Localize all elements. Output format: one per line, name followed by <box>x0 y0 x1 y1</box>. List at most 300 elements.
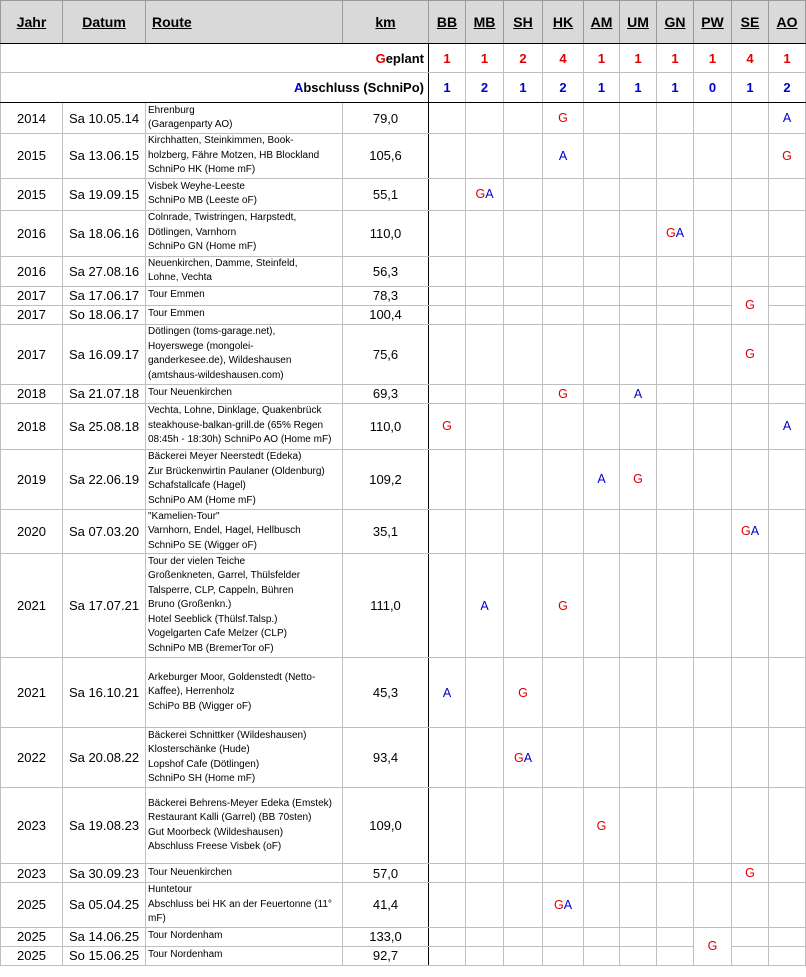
abschluss-count: 1 <box>657 73 694 103</box>
datum-cell: Sa 16.10.21 <box>63 658 146 728</box>
jahr-cell: 2021 <box>1 554 63 658</box>
col-header-member[interactable]: BB <box>429 1 466 44</box>
mark-cell-pw <box>694 864 732 883</box>
jahr-cell: 2018 <box>1 403 63 449</box>
datum-cell: Sa 05.04.25 <box>63 883 146 928</box>
table-row[interactable] <box>1 788 806 864</box>
route-cell: Tour Neuenkirchen <box>146 384 343 403</box>
km-cell: 55,1 <box>343 178 429 210</box>
mark-cell-mb <box>466 927 504 946</box>
table-row[interactable] <box>1 286 806 305</box>
col-header-member[interactable]: PW <box>694 1 732 44</box>
col-header-km[interactable]: km <box>343 1 429 44</box>
datum-cell: Sa 18.06.16 <box>63 210 146 256</box>
datum-cell: Sa 25.08.18 <box>63 403 146 449</box>
mark-cell-se <box>732 134 769 179</box>
datum-cell: So 18.06.17 <box>63 305 146 324</box>
datum-cell: Sa 13.06.15 <box>63 134 146 179</box>
mark-cell-am: A <box>584 449 620 509</box>
mark-cell-am <box>584 178 620 210</box>
mark-cell-mb <box>466 210 504 256</box>
mark-cell-se <box>732 210 769 256</box>
mark-cell-am <box>584 509 620 554</box>
col-header-route[interactable]: Route <box>146 1 343 44</box>
mark-cell-um: G <box>620 449 657 509</box>
mark-cell-bb <box>429 554 466 658</box>
mark-cell-gn <box>657 384 694 403</box>
mark-cell-ao <box>769 788 806 864</box>
mark-cell-um <box>620 403 657 449</box>
mark-cell-sh <box>504 554 543 658</box>
mark-cell-hk <box>543 403 584 449</box>
mark-cell-pw <box>694 324 732 384</box>
jahr-cell: 2018 <box>1 384 63 403</box>
km-cell: 109,2 <box>343 449 429 509</box>
datum-cell: Sa 30.09.23 <box>63 864 146 883</box>
mark-cell-um: A <box>620 384 657 403</box>
table-row[interactable] <box>1 103 806 134</box>
km-cell: 111,0 <box>343 554 429 658</box>
mark-cell-mb <box>466 384 504 403</box>
mark-cell-um <box>620 210 657 256</box>
mark-cell-bb <box>429 788 466 864</box>
mark-cell-am <box>584 134 620 179</box>
datum-cell: Sa 19.09.15 <box>63 178 146 210</box>
mark-cell-um <box>620 103 657 134</box>
km-cell: 75,6 <box>343 324 429 384</box>
mark-cell-se: GA <box>732 509 769 554</box>
km-cell: 78,3 <box>343 286 429 305</box>
mark-cell-pw <box>694 286 732 305</box>
mark-cell-pw <box>694 788 732 864</box>
mark-cell-sh <box>504 210 543 256</box>
table-row[interactable] <box>1 403 806 449</box>
mark-cell-se: G <box>732 286 769 324</box>
mark-cell-sh <box>504 305 543 324</box>
km-cell: 105,6 <box>343 134 429 179</box>
mark-cell-sh <box>504 883 543 928</box>
mark-cell-gn <box>657 256 694 286</box>
mark-cell-hk: GA <box>543 883 584 928</box>
mark-cell-pw <box>694 728 732 788</box>
mark-cell-bb <box>429 864 466 883</box>
table-row[interactable] <box>1 305 806 324</box>
mark-cell-se <box>732 554 769 658</box>
mark-cell-am <box>584 864 620 883</box>
mark-cell-bb <box>429 305 466 324</box>
route-cell: Tour Emmen <box>146 286 343 305</box>
mark-cell-hk <box>543 788 584 864</box>
mark-cell-pw: G <box>694 927 732 965</box>
datum-cell: Sa 17.07.21 <box>63 554 146 658</box>
route-cell: Visbek Weyhe-Leeste SchniPo MB (Leeste oF) <box>146 178 343 210</box>
mark-cell-mb <box>466 403 504 449</box>
jahr-cell: 2025 <box>1 883 63 928</box>
mark-cell-ao <box>769 384 806 403</box>
mark-cell-am <box>584 210 620 256</box>
mark-cell-um <box>620 946 657 965</box>
jahr-cell: 2017 <box>1 305 63 324</box>
mark-cell-um <box>620 788 657 864</box>
col-header-member[interactable]: AM <box>584 1 620 44</box>
abschluss-count: 2 <box>466 73 504 103</box>
geplant-count: 2 <box>504 44 543 73</box>
mark-cell-bb: G <box>429 403 466 449</box>
mark-cell-am <box>584 103 620 134</box>
mark-cell-am <box>584 554 620 658</box>
datum-cell: So 15.06.25 <box>63 946 146 965</box>
mark-cell-hk <box>543 509 584 554</box>
mark-cell-se <box>732 384 769 403</box>
mark-cell-sh <box>504 927 543 946</box>
mark-cell-bb: A <box>429 658 466 728</box>
mark-cell-sh <box>504 403 543 449</box>
km-cell: 45,3 <box>343 658 429 728</box>
mark-cell-hk: G <box>543 103 584 134</box>
mark-cell-gn <box>657 178 694 210</box>
mark-cell-sh <box>504 788 543 864</box>
mark-cell-bb <box>429 946 466 965</box>
mark-cell-hk <box>543 728 584 788</box>
mark-cell-um <box>620 256 657 286</box>
mark-cell-mb <box>466 449 504 509</box>
jahr-cell: 2016 <box>1 210 63 256</box>
mark-cell-gn <box>657 103 694 134</box>
km-cell: 69,3 <box>343 384 429 403</box>
mark-cell-mb <box>466 864 504 883</box>
mark-cell-mb <box>466 324 504 384</box>
mark-cell-um <box>620 554 657 658</box>
mark-cell-bb <box>429 927 466 946</box>
mark-cell-bb <box>429 728 466 788</box>
geplant-label: Geplant <box>1 44 429 73</box>
route-cell: Arkeburger Moor, Goldenstedt (Netto- Kaffee), Herrenholz SchiPo BB (Wigger oF) <box>146 658 343 728</box>
table-row[interactable] <box>1 946 806 965</box>
km-cell: 79,0 <box>343 103 429 134</box>
mark-cell-ao <box>769 256 806 286</box>
mark-cell-um <box>620 178 657 210</box>
route-cell: Ehrenburg (Garagenparty AO) <box>146 103 343 134</box>
mark-cell-sh <box>504 946 543 965</box>
mark-cell-ao <box>769 210 806 256</box>
col-header-datum[interactable]: Datum <box>63 1 146 44</box>
mark-cell-gn <box>657 305 694 324</box>
mark-cell-hk <box>543 178 584 210</box>
mark-cell-gn <box>657 728 694 788</box>
mark-cell-bb <box>429 384 466 403</box>
mark-cell-se <box>732 658 769 728</box>
mark-cell-se <box>732 256 769 286</box>
km-cell: 93,4 <box>343 728 429 788</box>
mark-cell-pw <box>694 210 732 256</box>
geplant-count: 1 <box>657 44 694 73</box>
datum-cell: Sa 14.06.25 <box>63 927 146 946</box>
mark-cell-se: G <box>732 864 769 883</box>
geplant-row <box>1 44 806 73</box>
header-row <box>1 1 806 44</box>
route-cell: Tour Emmen <box>146 305 343 324</box>
jahr-cell: 2017 <box>1 324 63 384</box>
mark-cell-se <box>732 449 769 509</box>
mark-cell-hk <box>543 210 584 256</box>
mark-cell-bb <box>429 883 466 928</box>
col-header-member[interactable]: SE <box>732 1 769 44</box>
col-header-jahr[interactable]: Jahr <box>1 1 63 44</box>
mark-cell-pw <box>694 403 732 449</box>
datum-cell: Sa 16.09.17 <box>63 324 146 384</box>
mark-cell-se <box>732 946 769 965</box>
mark-cell-pw <box>694 178 732 210</box>
jahr-cell: 2017 <box>1 286 63 305</box>
km-cell: 92,7 <box>343 946 429 965</box>
km-cell: 35,1 <box>343 509 429 554</box>
mark-cell-sh: GA <box>504 728 543 788</box>
mark-cell-pw <box>694 883 732 928</box>
mark-cell-am <box>584 286 620 305</box>
mark-cell-bb <box>429 509 466 554</box>
mark-cell-ao <box>769 864 806 883</box>
mark-cell-pw <box>694 509 732 554</box>
route-cell: Bäckerei Behrens-Meyer Edeka (Emstek) Restaurant Kalli (Garrel) (BB 70sten) Gut Moorbeck (Wildeshausen) Abschluss Freese Visbek (oF) <box>146 788 343 864</box>
mark-cell-se <box>732 927 769 946</box>
col-header-member[interactable]: HK <box>543 1 584 44</box>
col-header-member[interactable]: UM <box>620 1 657 44</box>
mark-cell-gn <box>657 449 694 509</box>
mark-cell-mb <box>466 728 504 788</box>
mark-cell-mb <box>466 286 504 305</box>
mark-cell-sh <box>504 134 543 179</box>
km-cell: 100,4 <box>343 305 429 324</box>
mark-cell-um <box>620 883 657 928</box>
mark-cell-gn <box>657 403 694 449</box>
table-row[interactable] <box>1 256 806 286</box>
mark-cell-am <box>584 324 620 384</box>
abschluss-label: Abschluss (SchniPo) <box>1 73 429 103</box>
datum-cell: Sa 17.06.17 <box>63 286 146 305</box>
jahr-cell: 2014 <box>1 103 63 134</box>
mark-cell-ao: A <box>769 403 806 449</box>
mark-cell-ao <box>769 449 806 509</box>
mark-cell-bb <box>429 178 466 210</box>
mark-cell-mb <box>466 883 504 928</box>
mark-cell-hk <box>543 449 584 509</box>
col-header-member[interactable]: SH <box>504 1 543 44</box>
abschluss-count: 1 <box>732 73 769 103</box>
table-row[interactable] <box>1 658 806 728</box>
datum-cell: Sa 10.05.14 <box>63 103 146 134</box>
datum-cell: Sa 27.08.16 <box>63 256 146 286</box>
route-cell: Kirchhatten, Steinkimmen, Book- holzberg, Fähre Motzen, HB Blockland SchniPo HK (Home mF) <box>146 134 343 179</box>
mark-cell-hk <box>543 286 584 305</box>
datum-cell: Sa 21.07.18 <box>63 384 146 403</box>
jahr-cell: 2019 <box>1 449 63 509</box>
mark-cell-gn <box>657 927 694 946</box>
km-cell: 133,0 <box>343 927 429 946</box>
mark-cell-um <box>620 509 657 554</box>
route-cell: Tour der vielen Teiche Großenkneten, Garrel, Thülsfelder Talsperre, CLP, Cappeln, Bühren Bruno (Großenkn.) Hotel Seeblick (Thülsf.Talsp.) Vogelgarten Cafe Melzer (CLP) SchniPo MB (BremerTor oF) <box>146 554 343 658</box>
mark-cell-sh <box>504 286 543 305</box>
mark-cell-se <box>732 788 769 864</box>
mark-cell-se <box>732 728 769 788</box>
col-header-member[interactable]: MB <box>466 1 504 44</box>
mark-cell-pw <box>694 449 732 509</box>
mark-cell-pw <box>694 134 732 179</box>
datum-cell: Sa 20.08.22 <box>63 728 146 788</box>
geplant-count: 1 <box>769 44 806 73</box>
route-cell: "Kamelien-Tour" Varnhorn, Endel, Hagel, Hellbusch SchniPo SE (Wigger oF) <box>146 509 343 554</box>
km-cell: 109,0 <box>343 788 429 864</box>
mark-cell-mb <box>466 509 504 554</box>
mark-cell-um <box>620 864 657 883</box>
mark-cell-gn <box>657 864 694 883</box>
route-cell: Bäckerei Meyer Neerstedt (Edeka) Zur Brückenwirtin Paulaner (Oldenburg) Schafstallcafe (Hagel) SchniPo AM (Home mF) <box>146 449 343 509</box>
mark-cell-ao: G <box>769 134 806 179</box>
jahr-cell: 2025 <box>1 946 63 965</box>
mark-cell-hk: G <box>543 554 584 658</box>
mark-cell-um <box>620 305 657 324</box>
mark-cell-se <box>732 103 769 134</box>
datum-cell: Sa 22.06.19 <box>63 449 146 509</box>
mark-cell-sh <box>504 449 543 509</box>
abschluss-count: 1 <box>504 73 543 103</box>
mark-cell-ao <box>769 305 806 324</box>
mark-cell-mb <box>466 305 504 324</box>
km-cell: 56,3 <box>343 256 429 286</box>
mark-cell-mb <box>466 256 504 286</box>
mark-cell-hk <box>543 946 584 965</box>
mark-cell-am <box>584 256 620 286</box>
table-row[interactable] <box>1 449 806 509</box>
mark-cell-sh: G <box>504 658 543 728</box>
table-row[interactable] <box>1 384 806 403</box>
geplant-count: 1 <box>620 44 657 73</box>
mark-cell-mb: GA <box>466 178 504 210</box>
mark-cell-bb <box>429 103 466 134</box>
mark-cell-sh <box>504 103 543 134</box>
mark-cell-gn <box>657 788 694 864</box>
mark-cell-am <box>584 305 620 324</box>
datum-cell: Sa 19.08.23 <box>63 788 146 864</box>
route-cell: Bäckerei Schnittker (Wildeshausen) Klosterschänke (Hude) Lopshof Cafe (Dötlingen) SchniPo SH (Home mF) <box>146 728 343 788</box>
km-cell: 41,4 <box>343 883 429 928</box>
mark-cell-am: G <box>584 788 620 864</box>
mark-cell-mb <box>466 658 504 728</box>
mark-cell-sh <box>504 864 543 883</box>
col-header-member[interactable]: GN <box>657 1 694 44</box>
mark-cell-ao <box>769 927 806 946</box>
table-row[interactable] <box>1 554 806 658</box>
col-header-member[interactable]: AO <box>769 1 806 44</box>
mark-cell-gn <box>657 658 694 728</box>
table-row[interactable] <box>1 134 806 179</box>
mark-cell-hk <box>543 324 584 384</box>
jahr-cell: 2023 <box>1 788 63 864</box>
geplant-count: 1 <box>429 44 466 73</box>
mark-cell-hk <box>543 256 584 286</box>
route-cell: Tour Neuenkirchen <box>146 864 343 883</box>
mark-cell-pw <box>694 554 732 658</box>
mark-cell-mb <box>466 134 504 179</box>
mark-cell-ao <box>769 324 806 384</box>
route-cell: Huntetour Abschluss bei HK an der Feuertonne (11° mF) <box>146 883 343 928</box>
mark-cell-um <box>620 324 657 384</box>
mark-cell-gn <box>657 324 694 384</box>
route-cell: Neuenkirchen, Damme, Steinfeld, Lohne, Vechta <box>146 256 343 286</box>
mark-cell-sh <box>504 324 543 384</box>
mark-cell-am <box>584 946 620 965</box>
mark-cell-gn <box>657 883 694 928</box>
mark-cell-sh <box>504 178 543 210</box>
jahr-cell: 2016 <box>1 256 63 286</box>
abschluss-count: 0 <box>694 73 732 103</box>
table-row[interactable] <box>1 728 806 788</box>
table-row[interactable] <box>1 324 806 384</box>
table-row[interactable] <box>1 210 806 256</box>
abschluss-row <box>1 73 806 103</box>
mark-cell-gn <box>657 554 694 658</box>
mark-cell-gn <box>657 509 694 554</box>
route-cell: Colnrade, Twistringen, Harpstedt, Dötlingen, Varnhorn SchniPo GN (Home mF) <box>146 210 343 256</box>
mark-cell-hk <box>543 658 584 728</box>
geplant-count: 4 <box>732 44 769 73</box>
jahr-cell: 2022 <box>1 728 63 788</box>
geplant-count: 1 <box>694 44 732 73</box>
mark-cell-um <box>620 134 657 179</box>
mark-cell-hk: A <box>543 134 584 179</box>
mark-cell-gn: GA <box>657 210 694 256</box>
mark-cell-mb <box>466 946 504 965</box>
mark-cell-pw <box>694 103 732 134</box>
mark-cell-mb: A <box>466 554 504 658</box>
mark-cell-bb <box>429 286 466 305</box>
mark-cell-am <box>584 728 620 788</box>
mark-cell-bb <box>429 210 466 256</box>
mark-cell-ao <box>769 286 806 305</box>
mark-cell-hk <box>543 305 584 324</box>
geplant-count: 4 <box>543 44 584 73</box>
table-row[interactable] <box>1 927 806 946</box>
mark-cell-se <box>732 403 769 449</box>
mark-cell-se <box>732 178 769 210</box>
mark-cell-bb <box>429 449 466 509</box>
mark-cell-ao <box>769 883 806 928</box>
mark-cell-bb <box>429 324 466 384</box>
jahr-cell: 2021 <box>1 658 63 728</box>
mark-cell-sh <box>504 509 543 554</box>
table-row[interactable] <box>1 178 806 210</box>
mark-cell-ao <box>769 658 806 728</box>
table-row[interactable] <box>1 509 806 554</box>
table-row[interactable] <box>1 864 806 883</box>
mark-cell-pw <box>694 658 732 728</box>
mark-cell-ao <box>769 946 806 965</box>
mark-cell-se <box>732 883 769 928</box>
mark-cell-gn <box>657 946 694 965</box>
mark-cell-ao <box>769 728 806 788</box>
table-row[interactable] <box>1 883 806 928</box>
mark-cell-ao <box>769 554 806 658</box>
geplant-count: 1 <box>584 44 620 73</box>
mark-cell-pw <box>694 305 732 324</box>
route-cell: Tour Nordenham <box>146 927 343 946</box>
abschluss-count: 1 <box>620 73 657 103</box>
jahr-cell: 2015 <box>1 178 63 210</box>
km-cell: 110,0 <box>343 210 429 256</box>
mark-cell-bb <box>429 256 466 286</box>
mark-cell-um <box>620 728 657 788</box>
jahr-cell: 2020 <box>1 509 63 554</box>
mark-cell-ao <box>769 178 806 210</box>
